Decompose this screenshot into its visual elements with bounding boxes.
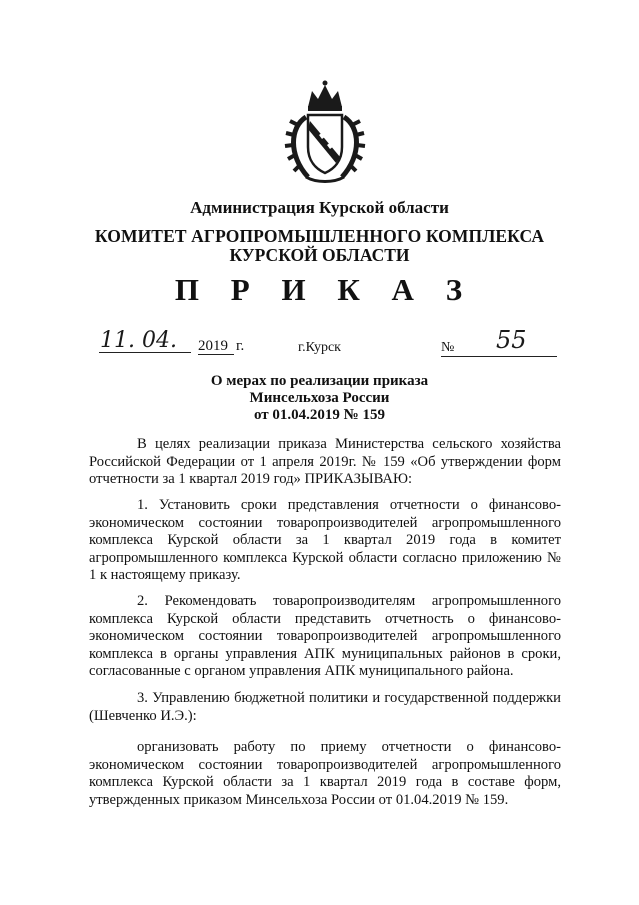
item-1-paragraph: [89, 497, 561, 585]
item-3-text: 3. Управлению бюджетной политики и государственной поддержки (Шевченко И.Э.):: [89, 690, 561, 724]
subject-line-3: от 01.04.2019 № 159: [254, 407, 385, 423]
year: 2019: [198, 338, 228, 354]
document-type-title: П Р И К А З: [174, 272, 475, 307]
preamble-paragraph: [89, 436, 561, 489]
year-suffix: г.: [236, 338, 245, 354]
preamble-text: В целях реализации приказа Министерства сельского хозяйства Российской Федерации от 1 апреля 2019г. № 159 «Об утверждении форм отчетности за 1 квартал 2019 год» ПРИКАЗЫВАЮ:: [89, 436, 561, 488]
item-3-sub-text: организовать работу по приему отчетности о финансово-экономическом состоянии товаропроизводителей агропромышленного комплекса Курской области за 1 квартал 2019 года в составе форм, утвержденных приказом Минсельхоза России от 01.04.2019 № 159.: [89, 739, 561, 808]
year-underline: [198, 354, 234, 355]
number-underline: [441, 356, 557, 357]
item-3-sub-paragraph: [89, 739, 561, 809]
subject-line-2: Минсельхоза России: [249, 390, 390, 406]
number-label: №: [441, 340, 455, 355]
kursk-coat-of-arms-icon: [284, 77, 366, 187]
item-2-text: 2. Рекомендовать товаропроизводителям агропромышленного комплекса Курской области представить отчетность о финансово-экономическом состоянии товаропроизводителей агропромышленного комплекса в органы управления АПК муниципальных районов в сроки, согласованные с органом управления АПК муниципального района.: [89, 593, 561, 680]
handwritten-number: 55: [496, 326, 527, 354]
item-2-paragraph: [89, 593, 561, 681]
item-1-text: 1. Установить сроки представления отчетности о финансово-экономическом состоянии товаропроизводителей агропромышленного комплекса Курской области за 1 квартал 2019 года в комитет агропромышленного комплекса Курской области согласно приложению № 1 к настоящему приказу.: [89, 497, 561, 584]
administration-name: Администрация Курской области: [190, 198, 449, 217]
handwritten-date: 11. 04.: [100, 328, 177, 353]
item-3-paragraph: [89, 690, 561, 725]
city: г.Курск: [298, 340, 341, 355]
subject-line-1: О мерах по реализации приказа: [210, 373, 429, 389]
committee-name-line1: КОМИТЕТ АГРОПРОМЫШЛЕННОГО КОМПЛЕКСА: [94, 226, 545, 246]
date-number-line: [0, 326, 639, 364]
committee-name-line2: КУРСКОЙ ОБЛАСТИ: [229, 245, 410, 265]
date-underline: [99, 352, 191, 353]
